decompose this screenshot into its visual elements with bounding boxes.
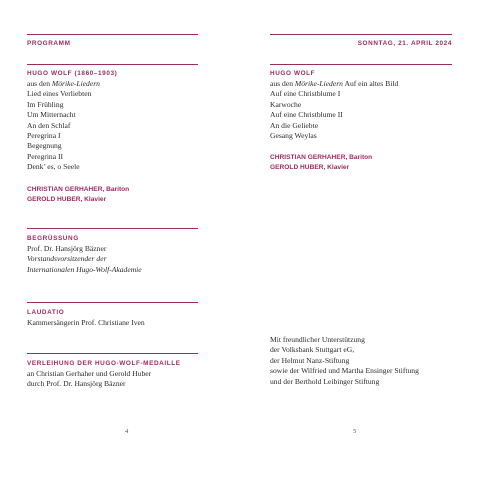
page-header-date: SONNTAG, 21. APRIL 2024 bbox=[357, 40, 452, 47]
program-text: An den Schlaf bbox=[27, 120, 71, 130]
program-text: An die Geliebte bbox=[270, 120, 319, 130]
award-line: durch Prof. Dr. Hansjörg Bäzner bbox=[27, 379, 126, 389]
header-rule bbox=[27, 34, 198, 35]
header-rule bbox=[270, 34, 452, 35]
performer-line: CHRISTIAN GERHAHER, Bariton bbox=[270, 154, 373, 161]
program-text: Denk’ es, o Seele bbox=[27, 162, 80, 172]
program-text: Peregrina II bbox=[27, 151, 64, 161]
sponsor-line: der Helmut Nanz-Stiftung bbox=[270, 355, 350, 365]
program-item bbox=[27, 121, 100, 131]
program-text: Gesang Weylas bbox=[270, 131, 317, 141]
laudatio-block bbox=[27, 318, 145, 328]
performer-line: GEROLD HUBER, Klavier bbox=[270, 164, 350, 171]
program-text: Lied eines Verliebten bbox=[27, 89, 92, 99]
program-item bbox=[27, 110, 100, 120]
program-item bbox=[27, 162, 100, 172]
page-number: 4 bbox=[125, 428, 129, 435]
section-rule bbox=[270, 64, 452, 65]
page-header: PROGRAMM bbox=[27, 40, 71, 47]
award-line: an Christian Gerhaher und Gerold Huber bbox=[27, 369, 152, 378]
composer-heading: HUGO WOLF bbox=[270, 70, 316, 77]
program-item bbox=[27, 152, 100, 162]
award-block bbox=[27, 369, 151, 390]
program-item bbox=[270, 100, 398, 110]
performer-line: GEROLD HUBER, Klavier bbox=[27, 196, 107, 203]
greeting-name: Prof. Dr. Hansjörg Bäzner bbox=[27, 244, 107, 253]
sponsor-block bbox=[270, 335, 419, 387]
award-heading: VERLEIHUNG DER HUGO-WOLF-MEDAILLE bbox=[27, 360, 181, 367]
composer-heading: HUGO WOLF (1860–1903) bbox=[27, 70, 118, 77]
program-text: Peregrina I bbox=[27, 131, 61, 141]
program-list bbox=[270, 79, 398, 141]
program-text: Auf ein altes Bild bbox=[342, 79, 399, 88]
sponsor-line: sowie der Wilfried und Martha Ensinger Stiftung bbox=[270, 366, 419, 376]
greeting-block bbox=[27, 244, 142, 275]
laudatio-heading: LAUDATIO bbox=[27, 309, 65, 316]
section-rule bbox=[27, 64, 198, 65]
sponsor-line: der Volksbank Stuttgart eG, bbox=[270, 345, 355, 355]
section-rule bbox=[27, 353, 198, 354]
program-text: aus den bbox=[27, 79, 52, 88]
program-item bbox=[27, 100, 100, 110]
program-item bbox=[270, 79, 398, 89]
sponsor-line: Mit freundlicher Unterstützung bbox=[270, 335, 365, 344]
section-rule bbox=[27, 302, 198, 303]
program-item bbox=[270, 110, 398, 120]
greeting-heading: BEGRÜSSUNG bbox=[27, 235, 79, 242]
program-text: Auf eine Christblume I bbox=[270, 89, 341, 99]
program-item bbox=[27, 89, 100, 99]
program-item bbox=[27, 79, 100, 89]
program-text: Auf eine Christblume II bbox=[270, 110, 343, 120]
greeting-role: Vorstandsvorsitzender der bbox=[27, 254, 107, 264]
song-cycle-title: Mörike-Liedern bbox=[294, 79, 343, 88]
program-item bbox=[270, 131, 398, 141]
program-text: Im Frühling bbox=[27, 99, 64, 109]
section-rule bbox=[27, 228, 198, 229]
program-text: Karwoche bbox=[270, 99, 302, 109]
right-page bbox=[240, 0, 480, 480]
program-text: aus den bbox=[270, 79, 295, 88]
program-item bbox=[27, 131, 100, 141]
sponsor-line: und der Berthold Leibinger Stiftung bbox=[270, 376, 380, 386]
performer-line: CHRISTIAN GERHAHER, Bariton bbox=[27, 186, 130, 193]
program-list bbox=[27, 79, 100, 173]
program-text: Begegnung bbox=[27, 141, 62, 151]
page-number: 5 bbox=[353, 428, 357, 435]
laudatio-name: Kammersängerin Prof. Christiane Iven bbox=[27, 318, 145, 327]
program-text: Um Mitternacht bbox=[27, 110, 76, 120]
program-item bbox=[270, 121, 398, 131]
program-item bbox=[27, 141, 100, 151]
program-item bbox=[270, 89, 398, 99]
song-cycle-title: Mörike-Liedern bbox=[51, 79, 100, 88]
greeting-role: Internationalen Hugo-Wolf-Akademie bbox=[27, 264, 142, 274]
